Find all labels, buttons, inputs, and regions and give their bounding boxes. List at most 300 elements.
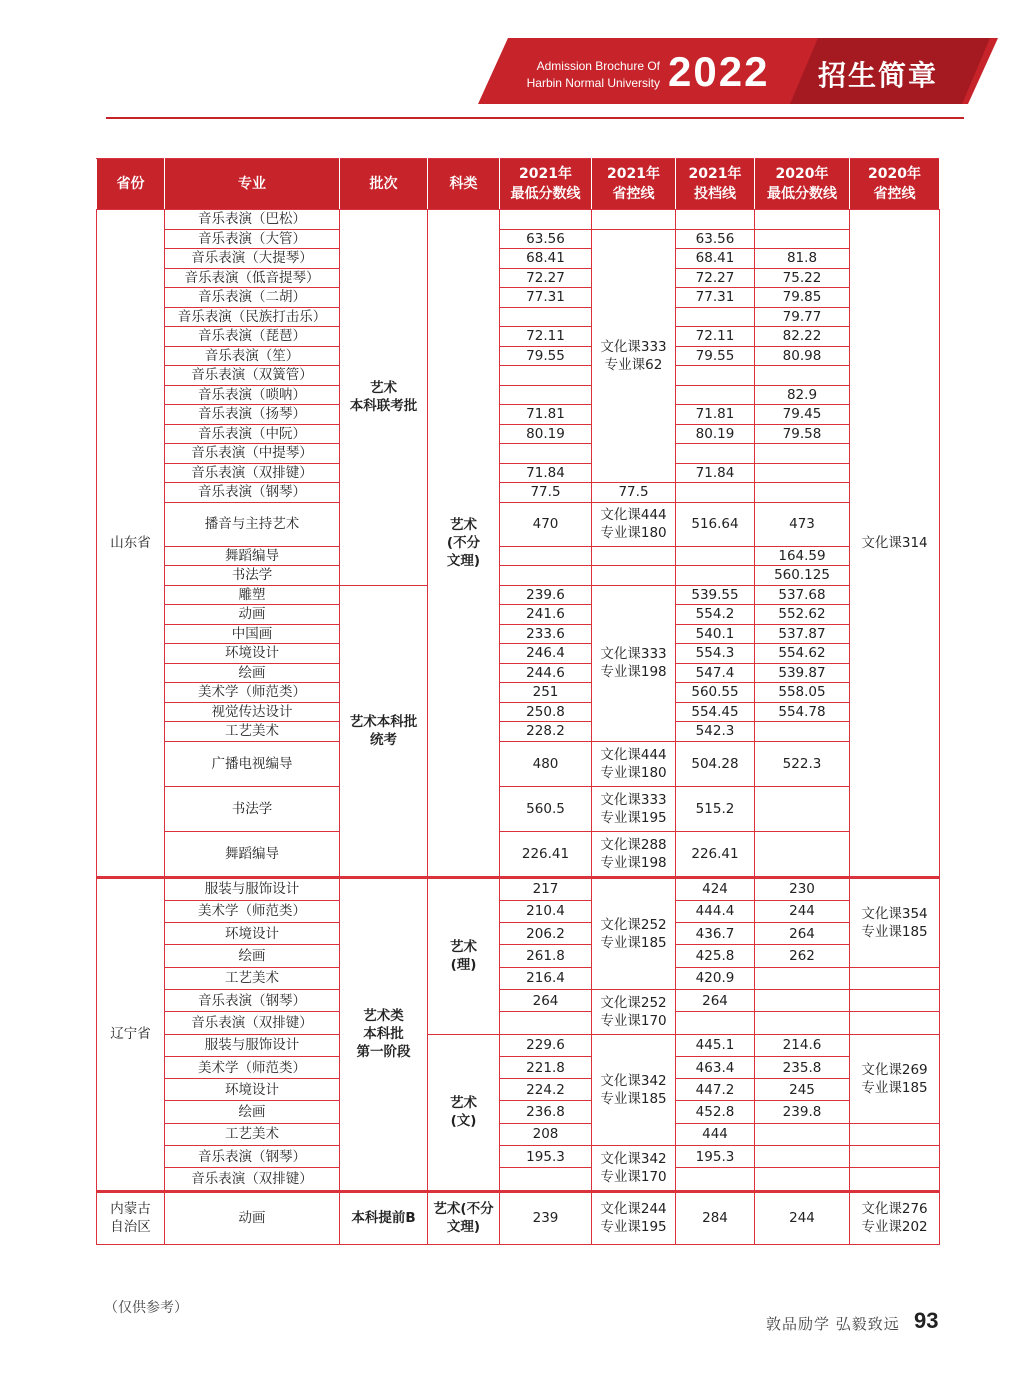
file2021-cell xyxy=(676,385,755,405)
file2021-cell: 284 xyxy=(676,1191,755,1244)
file2021-cell: 226.41 xyxy=(676,831,755,877)
file2021-cell: 80.19 xyxy=(676,424,755,444)
min2020-cell xyxy=(755,463,850,483)
ctrl-line: 文化课252 xyxy=(600,994,667,1011)
ctrl2020-liaoning-science xyxy=(850,877,940,967)
file2021-cell: 542.3 xyxy=(676,722,755,742)
min2021-cell: 560.5 xyxy=(500,786,592,831)
file2021-cell xyxy=(676,366,755,386)
subject-line: 艺术(不分 xyxy=(433,1201,494,1218)
major-cell: 音乐表演（民族打击乐） xyxy=(165,307,340,327)
province-line: 内蒙古 xyxy=(110,1201,151,1218)
min2020-cell xyxy=(755,1168,850,1191)
min2020-cell xyxy=(755,989,850,1011)
subject-line: 文理) xyxy=(446,552,481,569)
min2020-cell xyxy=(755,229,850,249)
file2021-cell: 79.55 xyxy=(676,346,755,366)
file2021-cell xyxy=(676,307,755,327)
table-row xyxy=(97,366,940,386)
min2020-cell: 262 xyxy=(755,945,850,967)
ctrl2021-cell xyxy=(592,502,676,546)
min2021-cell: 71.84 xyxy=(500,463,592,483)
min2020-cell: 75.22 xyxy=(755,268,850,288)
reference-note: （仅供参考） xyxy=(104,1300,188,1316)
brochure-english-line2: Harbin Normal University xyxy=(526,76,660,90)
table-row xyxy=(97,566,940,586)
file2021-cell xyxy=(676,566,755,586)
min2021-cell: 480 xyxy=(500,741,592,786)
ctrl2020-cell xyxy=(850,1191,940,1244)
major-cell: 环境设计 xyxy=(165,1079,340,1101)
ctrl-line: 专业课195 xyxy=(600,1219,667,1236)
ctrl-line: 文化课269 xyxy=(861,1061,928,1078)
min2021-cell xyxy=(500,307,592,327)
table-row xyxy=(97,585,940,605)
header-min2020-line1: 2020年 xyxy=(775,166,829,182)
major-cell: 音乐表演（中提琴） xyxy=(165,444,340,464)
min2021-cell: 208 xyxy=(500,1123,592,1145)
header-ctrl2020 xyxy=(850,159,940,210)
major-cell: 音乐表演（钢琴） xyxy=(165,989,340,1011)
major-cell: 动画 xyxy=(165,605,340,625)
table-row xyxy=(97,424,940,444)
table-row xyxy=(97,546,940,566)
table-row xyxy=(97,741,940,786)
min2021-cell: 246.4 xyxy=(500,644,592,664)
major-cell: 工艺美术 xyxy=(165,722,340,742)
file2021-cell: 72.11 xyxy=(676,327,755,347)
min2021-cell: 210.4 xyxy=(500,900,592,922)
min2020-cell: 79.85 xyxy=(755,288,850,308)
ctrl-line: 专业课170 xyxy=(600,1012,667,1029)
min2021-cell: 224.2 xyxy=(500,1079,592,1101)
major-cell: 视觉传达设计 xyxy=(165,702,340,722)
file2021-cell: 77.5 xyxy=(592,483,676,503)
header-file2021-line1: 2021年 xyxy=(688,166,742,182)
major-cell: 音乐表演（钢琴） xyxy=(165,1146,340,1168)
min2021-cell: 233.6 xyxy=(500,624,592,644)
table-row xyxy=(97,1168,940,1191)
ctrl2020-cell xyxy=(850,1123,940,1145)
ctrl-line: 文化课354 xyxy=(861,905,928,922)
table-row xyxy=(97,831,940,877)
ctrl2021-cell xyxy=(592,1191,676,1244)
major-cell: 绘画 xyxy=(165,663,340,683)
min2021-cell: 226.41 xyxy=(500,831,592,877)
min2021-cell: 216.4 xyxy=(500,967,592,989)
table-row xyxy=(97,702,940,722)
table-row xyxy=(97,663,940,683)
ctrl-line: 专业课195 xyxy=(600,809,667,826)
subject-line: 文理) xyxy=(446,1219,481,1236)
major-cell: 音乐表演（笙） xyxy=(165,346,340,366)
file2021-cell: 71.84 xyxy=(676,463,755,483)
header-ctrl2021 xyxy=(592,159,676,210)
ctrl-line: 文化课444 xyxy=(600,746,667,763)
file2021-cell: 547.4 xyxy=(676,663,755,683)
major-cell: 音乐表演（二胡） xyxy=(165,288,340,308)
ctrl2021-cell xyxy=(592,566,676,586)
major-cell: 绘画 xyxy=(165,945,340,967)
min2021-cell: 80.19 xyxy=(500,424,592,444)
min2021-cell: 239 xyxy=(500,1191,592,1244)
min2020-cell: 79.45 xyxy=(755,405,850,425)
table-row xyxy=(97,989,940,1011)
subject-line: 艺术 xyxy=(450,1095,477,1112)
province-neimenggu xyxy=(97,1191,165,1244)
ctrl2021-cell xyxy=(592,831,676,877)
table-row xyxy=(97,502,940,546)
ctrl-line: 专业课198 xyxy=(600,664,667,680)
ctrl-line: 专业课170 xyxy=(600,1168,667,1185)
brochure-english-line1: Admission Brochure Of xyxy=(536,59,660,73)
file2021-cell: 445.1 xyxy=(676,1034,755,1056)
file2021-cell: 463.4 xyxy=(676,1056,755,1078)
major-cell: 音乐表演（中阮） xyxy=(165,424,340,444)
brochure-english-title xyxy=(500,58,660,92)
header-min2020-line2: 最低分数线 xyxy=(767,186,837,202)
min2020-cell: 81.8 xyxy=(755,249,850,269)
min2020-cell: 560.125 xyxy=(755,566,850,586)
table-row xyxy=(97,1146,940,1168)
file2021-cell: 63.56 xyxy=(676,229,755,249)
min2020-cell: 239.8 xyxy=(755,1101,850,1123)
file2021-cell: 425.8 xyxy=(676,945,755,967)
ctrl-line: 专业课180 xyxy=(600,525,667,541)
ctrl2020-liaoning-liberal xyxy=(850,1034,940,1123)
file2021-cell: 539.55 xyxy=(676,585,755,605)
major-cell: 音乐表演（双排键） xyxy=(165,1168,340,1191)
file2021-cell xyxy=(676,546,755,566)
major-cell: 音乐表演（双排键） xyxy=(165,1012,340,1034)
file2021-cell: 68.41 xyxy=(676,249,755,269)
header-file2021-line2: 投档线 xyxy=(694,186,736,202)
major-cell: 工艺美术 xyxy=(165,1123,340,1145)
min2020-cell xyxy=(676,483,755,503)
file2021-cell: 436.7 xyxy=(676,923,755,945)
min2021-cell: 79.55 xyxy=(500,346,592,366)
ctrl-line: 专业课62 xyxy=(604,356,663,373)
min2020-cell: 244 xyxy=(755,900,850,922)
major-cell: 音乐表演（大管） xyxy=(165,229,340,249)
min2020-cell: 230 xyxy=(755,877,850,900)
subject-liaoning-liberal-arts xyxy=(428,1034,500,1191)
batch-line: 本科批 xyxy=(363,1026,404,1043)
min2021-cell: 229.6 xyxy=(500,1034,592,1056)
table-row xyxy=(97,644,940,664)
min2021-cell xyxy=(500,385,592,405)
major-cell: 音乐表演（琵琶） xyxy=(165,327,340,347)
file2021-cell xyxy=(676,1012,755,1034)
table-row xyxy=(97,346,940,366)
min2020-cell xyxy=(755,366,850,386)
table-row xyxy=(97,923,940,945)
batch-text: 本科提前B xyxy=(351,1210,416,1227)
major-cell: 广播电视编导 xyxy=(165,741,340,786)
min2021-cell xyxy=(500,1012,592,1034)
min2020-cell: 554.62 xyxy=(755,644,850,664)
major-cell: 音乐表演（扬琴） xyxy=(165,405,340,425)
table-header-row xyxy=(97,159,940,210)
ctrl2021-cell xyxy=(592,210,676,230)
header-ctrl2020-line1: 2020年 xyxy=(868,166,921,182)
min2021-cell: 77.31 xyxy=(500,288,592,308)
ctrl-line: 文化课288 xyxy=(600,836,667,853)
header-ctrl2021-line1: 2021年 xyxy=(607,166,660,182)
subject-line: 艺术 xyxy=(450,516,477,533)
subject-neimenggu xyxy=(428,1191,500,1244)
major-cell: 环境设计 xyxy=(165,923,340,945)
batch-shandong-joint xyxy=(340,210,428,586)
table-row xyxy=(97,605,940,625)
header-ctrl2021-line2: 省控线 xyxy=(612,186,655,202)
ctrl-line: 文化课342 xyxy=(600,1150,667,1167)
batch-line: 本科联考批 xyxy=(349,398,418,415)
file2021-cell xyxy=(676,1168,755,1191)
major-cell: 中国画 xyxy=(165,624,340,644)
header-major: 专业 xyxy=(165,159,340,210)
batch-line: 第一阶段 xyxy=(356,1044,411,1061)
min2021-cell: 72.27 xyxy=(500,268,592,288)
min2021-cell: 241.6 xyxy=(500,605,592,625)
file2021-cell: 452.8 xyxy=(676,1101,755,1123)
min2020-cell xyxy=(755,967,850,989)
table-row xyxy=(97,385,940,405)
major-cell: 美术学（师范类） xyxy=(165,683,340,703)
min2021-cell xyxy=(500,546,592,566)
major-cell: 美术学（师范类） xyxy=(165,1056,340,1078)
province-line: 自治区 xyxy=(110,1219,151,1236)
major-cell: 环境设计 xyxy=(165,644,340,664)
ctrl2021-liaoning-liberal-music xyxy=(592,1146,676,1192)
min2021-cell: 217 xyxy=(500,877,592,900)
min2020-cell xyxy=(755,831,850,877)
min2021-cell: 77.5 xyxy=(500,483,592,503)
major-cell: 音乐表演（钢琴） xyxy=(165,483,340,503)
file2021-cell: 516.64 xyxy=(676,502,755,546)
table-row xyxy=(97,444,940,464)
min2020-cell: 554.78 xyxy=(755,702,850,722)
major-cell: 服装与服饰设计 xyxy=(165,877,340,900)
min2020-cell: 473 xyxy=(755,502,850,546)
min2021-cell xyxy=(500,210,592,230)
min2021-cell xyxy=(500,366,592,386)
min2021-cell: 236.8 xyxy=(500,1101,592,1123)
min2020-cell xyxy=(755,722,850,742)
file2021-cell: 77.31 xyxy=(676,288,755,308)
table-row xyxy=(97,229,940,249)
ctrl2020-cell xyxy=(850,1146,940,1168)
major-cell: 音乐表演（低音提琴） xyxy=(165,268,340,288)
table-row xyxy=(97,210,940,230)
file2021-cell: 264 xyxy=(676,989,755,1011)
major-cell: 服装与服饰设计 xyxy=(165,1034,340,1056)
table-row xyxy=(97,307,940,327)
major-cell: 音乐表演（大提琴） xyxy=(165,249,340,269)
table-row xyxy=(97,877,940,900)
ctrl2021-liaoning-science-art xyxy=(592,877,676,989)
table-row xyxy=(97,1056,940,1078)
table-row xyxy=(97,967,940,989)
major-cell: 播音与主持艺术 xyxy=(165,502,340,546)
subject-shandong xyxy=(428,210,500,878)
min2020-cell: 245 xyxy=(755,1079,850,1101)
file2021-cell: 424 xyxy=(676,877,755,900)
file2021-cell: 554.3 xyxy=(676,644,755,664)
table-row xyxy=(97,683,940,703)
ctrl-line: 文化课444 xyxy=(600,507,667,523)
ctrl2020-cell xyxy=(850,1012,940,1034)
min2021-cell: 63.56 xyxy=(500,229,592,249)
major-cell: 音乐表演（巴松） xyxy=(165,210,340,230)
batch-neimenggu xyxy=(340,1191,428,1244)
min2020-cell: 79.58 xyxy=(755,424,850,444)
min2021-cell: 68.41 xyxy=(500,249,592,269)
file2021-cell: 560.55 xyxy=(676,683,755,703)
subject-liaoning-science xyxy=(428,877,500,1034)
major-cell: 动画 xyxy=(165,1191,340,1244)
ctrl-line: 专业课185 xyxy=(861,1079,928,1096)
header-min2020 xyxy=(755,159,850,210)
province-shandong: 山东省 xyxy=(97,210,165,878)
min2020-cell xyxy=(755,1123,850,1145)
major-cell: 音乐表演（唢呐） xyxy=(165,385,340,405)
min2021-cell: 250.8 xyxy=(500,702,592,722)
min2021-cell: 72.11 xyxy=(500,327,592,347)
table-row xyxy=(97,900,940,922)
ctrl2021-shandong-music xyxy=(592,229,676,483)
ctrl-line: 文化课244 xyxy=(600,1201,667,1218)
file2021-cell: 444.4 xyxy=(676,900,755,922)
file2021-cell: 447.2 xyxy=(676,1079,755,1101)
major-cell: 音乐表演（双簧管） xyxy=(165,366,340,386)
ctrl-line: 专业课202 xyxy=(861,1219,928,1236)
min2020-cell: 82.22 xyxy=(755,327,850,347)
file2021-cell: 444 xyxy=(676,1123,755,1145)
major-cell: 舞蹈编导 xyxy=(165,546,340,566)
ctrl2021-cell xyxy=(592,546,676,566)
min2020-cell xyxy=(755,444,850,464)
table-row xyxy=(97,624,940,644)
min2021-cell: 261.8 xyxy=(500,945,592,967)
major-cell: 绘画 xyxy=(165,1101,340,1123)
table-row xyxy=(97,1101,940,1123)
min2021-cell: 251 xyxy=(500,683,592,703)
file2021-cell: 420.9 xyxy=(676,967,755,989)
table-row xyxy=(97,463,940,483)
batch-line: 艺术类 xyxy=(363,1008,404,1025)
min2020-cell: 80.98 xyxy=(755,346,850,366)
min2021-cell: 221.8 xyxy=(500,1056,592,1078)
file2021-cell: 195.3 xyxy=(676,1146,755,1168)
file2021-cell: 554.45 xyxy=(676,702,755,722)
ctrl-line: 文化课342 xyxy=(600,1072,667,1089)
min2020-cell: 235.8 xyxy=(755,1056,850,1078)
min2020-cell xyxy=(755,786,850,831)
header-rule xyxy=(106,117,964,119)
min2020-cell: 82.9 xyxy=(755,385,850,405)
file2021-cell: 504.28 xyxy=(676,741,755,786)
min2021-cell: 244.6 xyxy=(500,663,592,683)
table-row xyxy=(97,268,940,288)
min2020-cell xyxy=(755,210,850,230)
ctrl2021-cell xyxy=(592,741,676,786)
ctrl-line: 专业课185 xyxy=(861,923,928,940)
table-row xyxy=(97,288,940,308)
table-row xyxy=(97,786,940,831)
min2020-cell: 537.68 xyxy=(755,585,850,605)
ctrl-line: 文化课276 xyxy=(861,1201,928,1218)
min2020-cell: 79.77 xyxy=(755,307,850,327)
ctrl-line: 专业课185 xyxy=(600,1090,667,1107)
brochure-title: 招生简章 xyxy=(818,59,939,92)
file2021-cell xyxy=(676,210,755,230)
min2020-cell xyxy=(755,1012,850,1034)
min2020-cell: 539.87 xyxy=(755,663,850,683)
subject-line: (文) xyxy=(450,1113,477,1130)
ctrl2021-liaoning-science-music xyxy=(592,989,676,1034)
province-liaoning: 辽宁省 xyxy=(97,877,165,1191)
admission-score-table xyxy=(96,158,940,1245)
file2021-cell: 540.1 xyxy=(676,624,755,644)
min2021-cell: 228.2 xyxy=(500,722,592,742)
ctrl-line: 专业课180 xyxy=(600,764,667,781)
table-row xyxy=(97,1123,940,1145)
header-min2021-line1: 2021年 xyxy=(519,166,572,182)
batch-line: 统考 xyxy=(370,731,397,748)
table-row xyxy=(97,483,940,503)
file2021-cell xyxy=(676,444,755,464)
table-row xyxy=(97,1012,940,1034)
min2021-cell: 206.2 xyxy=(500,923,592,945)
ctrl2021-shandong-art xyxy=(592,585,676,741)
ctrl-line: 文化课252 xyxy=(600,916,667,933)
table-row xyxy=(97,327,940,347)
min2021-cell: 239.6 xyxy=(500,585,592,605)
min2020-cell: 244 xyxy=(755,1191,850,1244)
major-cell: 书法学 xyxy=(165,786,340,831)
batch-line: 艺术本科批 xyxy=(349,713,418,730)
brochure-year: 2022 xyxy=(668,48,770,95)
ctrl2021-liaoning-liberal-art xyxy=(592,1034,676,1145)
table-row xyxy=(97,722,940,742)
header-subject: 科类 xyxy=(428,159,500,210)
header-batch: 批次 xyxy=(340,159,428,210)
min2020-cell: 552.62 xyxy=(755,605,850,625)
min2020-cell xyxy=(755,1146,850,1168)
min2021-cell: 195.3 xyxy=(500,1146,592,1168)
major-cell: 舞蹈编导 xyxy=(165,831,340,877)
min2020-cell: 264 xyxy=(755,923,850,945)
major-cell: 书法学 xyxy=(165,566,340,586)
min2020-cell: 558.05 xyxy=(755,683,850,703)
ctrl2020-cell xyxy=(850,967,940,989)
table-row xyxy=(97,1079,940,1101)
ctrl-line: 文化课333 xyxy=(600,791,667,808)
header-ctrl2020-line2: 省控线 xyxy=(873,186,916,202)
min2021-cell xyxy=(500,1168,592,1191)
min2020-cell: 214.6 xyxy=(755,1034,850,1056)
header-min2021 xyxy=(500,159,592,210)
ctrl-line: 专业课185 xyxy=(600,934,667,951)
file2021-cell: 515.2 xyxy=(676,786,755,831)
batch-shandong-unified xyxy=(340,585,428,877)
file2021-cell: 72.27 xyxy=(676,268,755,288)
ctrl2021-cell xyxy=(592,786,676,831)
page-number: 93 xyxy=(914,1308,939,1333)
min2020-cell: 164.59 xyxy=(755,546,850,566)
min2020-cell: 537.87 xyxy=(755,624,850,644)
